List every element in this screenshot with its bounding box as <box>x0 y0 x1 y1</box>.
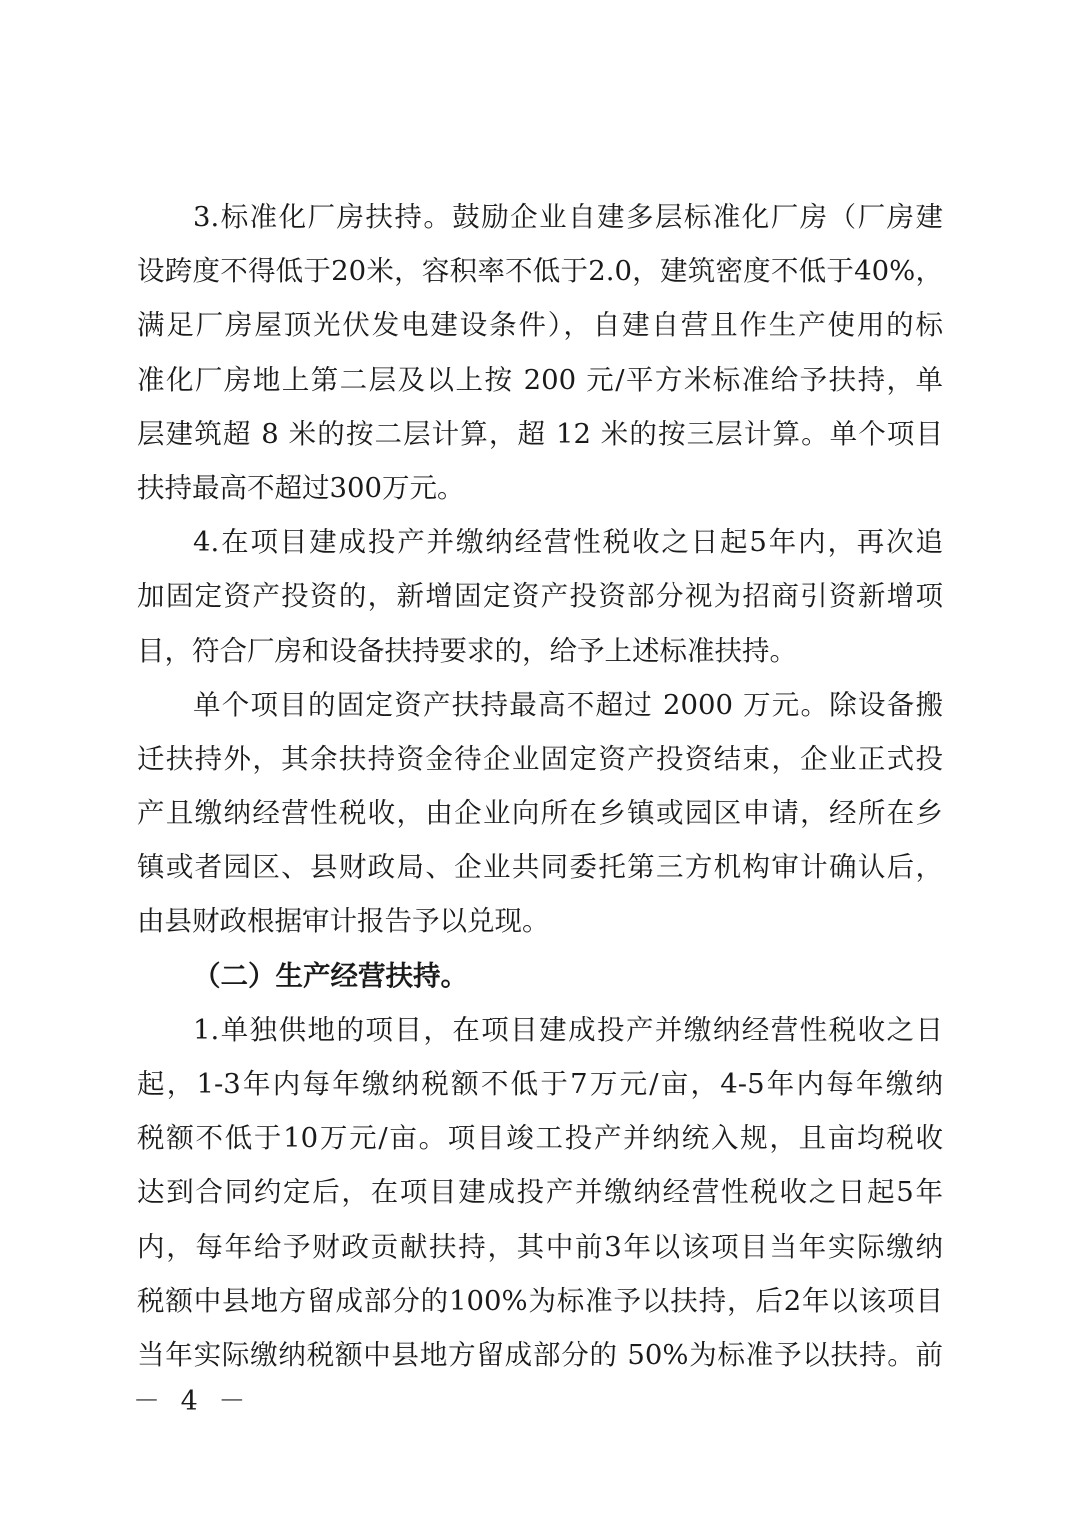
document-body <box>137 190 943 1382</box>
section-heading <box>137 949 943 1003</box>
paragraph-line-text: 准化厂房地上第二层及以上按 200 元/平方米标准给予扶持，单 <box>137 363 943 396</box>
paragraph-line <box>137 298 943 352</box>
paragraph-line-text: 达到合同约定后，在项目建成投产并缴纳经营性税收之日起5年 <box>137 1176 943 1209</box>
paragraph-line <box>137 678 943 732</box>
page-number: － 4 － <box>133 1386 252 1417</box>
paragraph-line <box>137 732 943 786</box>
paragraph-line <box>137 515 943 569</box>
paragraph-line-text: 产且缴纳经营性税收，由企业向所在乡镇或园区申请，经所在乡 <box>137 797 943 830</box>
paragraph-line-text: 税额中县地方留成部分的100%为标准予以扶持，后2年以该项目 <box>137 1284 943 1317</box>
paragraph-line-text: 层建筑超 8 米的按二层计算，超 12 米的按三层计算。单个项目 <box>137 417 943 450</box>
paragraph-line-text: 镇或者园区、县财政局、企业共同委托第三方机构审计确认后， <box>137 851 943 884</box>
paragraph-line-text: 扶持最高不超过300万元。 <box>137 471 465 504</box>
paragraph-line <box>137 1003 943 1057</box>
paragraph-line <box>137 244 943 298</box>
paragraph-line <box>137 1165 943 1219</box>
paragraph-line-text: 内，每年给予财政贡献扶持，其中前3年以该项目当年实际缴纳 <box>137 1230 943 1263</box>
paragraph-line-text: 满足厂房屋顶光伏发电建设条件），自建自营且作生产使用的标 <box>137 309 943 342</box>
paragraph-line <box>137 624 943 678</box>
paragraph-line <box>137 569 943 623</box>
paragraph-line <box>137 1111 943 1165</box>
paragraph-line <box>137 840 943 894</box>
paragraph-line-text: 1.单独供地的项目，在项目建成投产并缴纳经营性税收之日 <box>193 1013 943 1046</box>
paragraph-line <box>137 894 943 948</box>
paragraph-line-text: 税额不低于10万元/亩。项目竣工投产并纳统入规，且亩均税收 <box>137 1122 943 1155</box>
paragraph-line-text: 由县财政根据审计报告予以兑现。 <box>137 905 550 938</box>
paragraph-line-text: 设跨度不得低于20米，容积率不低于2.0，建筑密度不低于40%， <box>137 255 943 288</box>
paragraph-line <box>137 786 943 840</box>
paragraph-line <box>137 461 943 515</box>
paragraph-line <box>137 1328 943 1382</box>
paragraph-line-text: 起，1-3年内每年缴纳税额不低于7万元/亩，4-5年内每年缴纳 <box>137 1068 943 1100</box>
paragraph-line <box>137 1220 943 1274</box>
paragraph-line-text: 4.在项目建成投产并缴纳经营性税收之日起5年内，再次追 <box>193 526 943 559</box>
paragraph-line <box>137 1057 943 1111</box>
section-heading-text: （二）生产经营扶持。 <box>193 959 468 992</box>
paragraph-line-text: 目，符合厂房和设备扶持要求的，给予上述标准扶持。 <box>137 634 797 667</box>
paragraph-line <box>137 353 943 407</box>
paragraph-line <box>137 190 943 244</box>
paragraph-line-text: 3.标准化厂房扶持。鼓励企业自建多层标准化厂房（厂房建 <box>193 201 943 233</box>
paragraph-line-text: 单个项目的固定资产扶持最高不超过 2000 万元。除设备搬 <box>193 688 943 721</box>
paragraph-line <box>137 407 943 461</box>
paragraph-line <box>137 1274 943 1328</box>
paragraph-line-text: 加固定资产投资的，新增固定资产投资部分视为招商引资新增项 <box>137 580 943 613</box>
paragraph-line-text: 迁扶持外，其余扶持资金待企业固定资产投资结束，企业正式投 <box>137 742 943 775</box>
paragraph-line-text: 当年实际缴纳税额中县地方留成部分的 50%为标准予以扶持。前 <box>137 1338 943 1371</box>
